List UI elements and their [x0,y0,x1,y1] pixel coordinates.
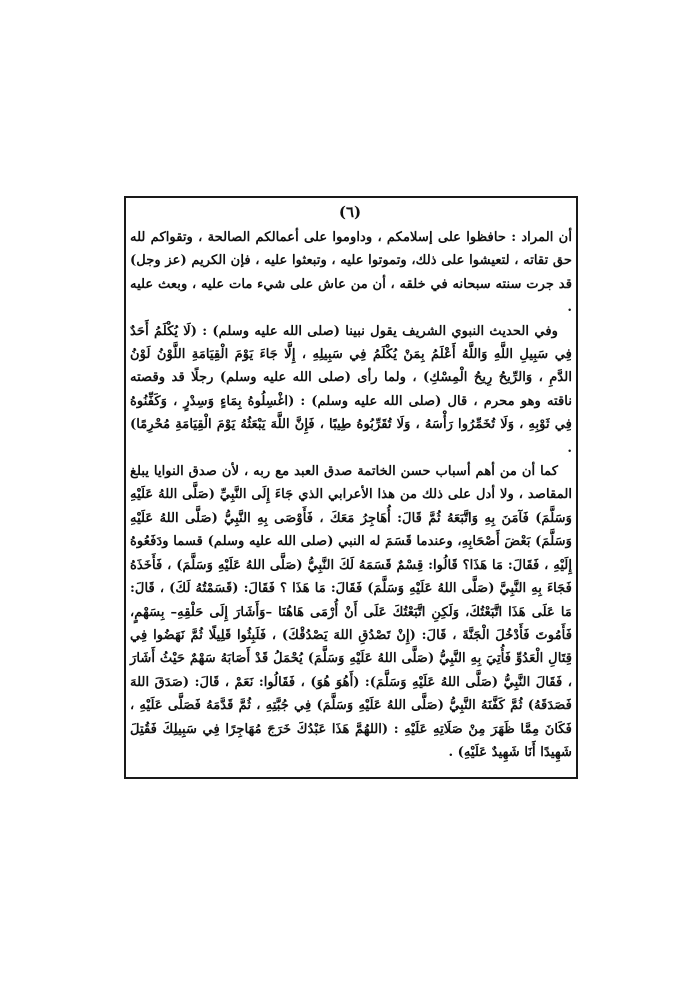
paragraph-1: أن المراد : حافظوا على إسلامكم ، وداوموا على أعمالكم الصالحة ، وتقواكم لله حق تقاته ، لتعيشوا على ذلك، وتموتوا عليه ، وتبعثوا عليه ، فإن الكريم (عز وجل) قد جرت سنته سبحانه في خلقه ، أن من عاش على شيء مات عليه ، وبعث عليه . [130,230,572,316]
page-number: (٦) [338,203,362,221]
paragraph-2: وفي الحديث النبوي الشريف يقول نبينا (صلى الله عليه وسلم) : (لَا يُكْلَمُ أَحَدٌ فِي سَبِيلِ اللَّهِ وَاللَّهُ أَعْلَمُ بِمَنْ يُكْلَمُ فِي سَبِيلِهِ ، إِلَّا جَاءَ يَوْمَ الْقِيَامَةِ اللَّوْنُ لَوْنُ الدَّمِ ، وَالرِّيحُ رِيحُ الْمِسْكِ) ، ولما رأى (صلى الله عليه وسلم) رجلًا قد وقصته ناقته وهو محرم ، قال (صلى الله عليه وسلم) : (اغْسِلُوهُ بِمَاءٍ وَسِدْرٍ ، وَكَفِّنُوهُ فِي ثَوْبِهِ ، وَلَا تُخَمِّرُوا رَأْسَهُ ، وَلَا تُقَرِّبُوهُ طِيبًا ، فَإِنَّ اللَّهَ يَبْعَثُهُ يَوْمَ الْقِيَامَةِ مُحْرِمًا) . [130,323,572,456]
document-body [130,226,572,764]
paragraph-3: كما أن من أهم أسباب حسن الخاتمة صدق العبد مع ربه ، لأن صدق النوايا يبلغ المقاصد ، ولا أدل على ذلك من هذا الأعرابي الذي جَاءَ إِلَى النَّبِيِّ (صَلَّى اللهُ عَلَيْهِ وَسَلَّمَ) فَآمَنَ بِهِ وَاتَّبَعَهُ ثُمَّ قَالَ: أُهَاجِرُ مَعَكَ ، فَأَوْصَى بِهِ النَّبِيُّ (صَلَّى اللهُ عَلَيْهِ وَسَلَّمَ) بَعْضَ أَصْحَابِهِ، وعندما قَسَمَ له النبي (صلى الله عليه وسلم) قسما ودَفَعُوهُ إِلَيْهِ ، فَقَالَ: مَا هَذَا؟ قَالُوا: قِسْمٌ قَسَمَهُ لَكَ النَّبِيُّ (صَلَّى اللهُ عَلَيْهِ وَسَلَّمَ) ، فَأَخَذَهُ فَجَاءَ بِهِ النَّبِيَّ (صَلَّى اللهُ عَلَيْهِ وَسَلَّمَ) فَقَالَ: مَا هَذَا ؟ فَقَالَ: (قَسَمْتُهُ لَكَ) ، قَالَ: مَا عَلَى هَذَا اتَّبَعْتُكَ، وَلَكِنِ اتَّبَعْتُكَ عَلَى أَنْ أُرْمَى هَاهُنَا –وَأَشَارَ إِلَى حَلْقِهِ– بِسَهْمٍ، فَأَمُوتَ فَأَدْخُلَ الْجَنَّةَ ، قَالَ: (إِنْ تَصْدُقِ اللهَ يَصْدُقْكَ) ، فَلَبِثُوا قَلِيلًا ثُمَّ نَهَضُوا فِي قِتَالِ الْعَدُوِّ فَأُتِيَ بِهِ النَّبِيُّ (صَلَّى اللهُ عَلَيْهِ وَسَلَّمَ) يُحْمَلُ قَدْ أَصَابَهُ سَهْمٌ حَيْثُ أَشَارَ ، فَقَالَ النَّبِيُّ (صَلَّى اللهُ عَلَيْهِ وَسَلَّمَ): (أَهُوَ هُوَ) ، فَقَالُوا: نَعَمْ ، قَالَ: (صَدَقَ اللهَ فَصَدَقَهُ) ثُمَّ كَفَّنَهُ النَّبِيُّ (صَلَّى اللهُ عَلَيْهِ وَسَلَّمَ) فِي جُبَّتِهِ ، ثُمَّ قَدَّمَهُ فَصَلَّى عَلَيْهِ ، فَكَانَ مِمَّا ظَهَرَ مِنْ صَلَاتِهِ عَلَيْهِ : (اللهُمَّ هَذَا عَبْدُكَ خَرَجَ مُهَاجِرًا فِي سَبِيلِكَ فَقُتِلَ شَهِيدًا أَنَا شَهِيدٌ عَلَيْهِ) . [130,464,572,760]
